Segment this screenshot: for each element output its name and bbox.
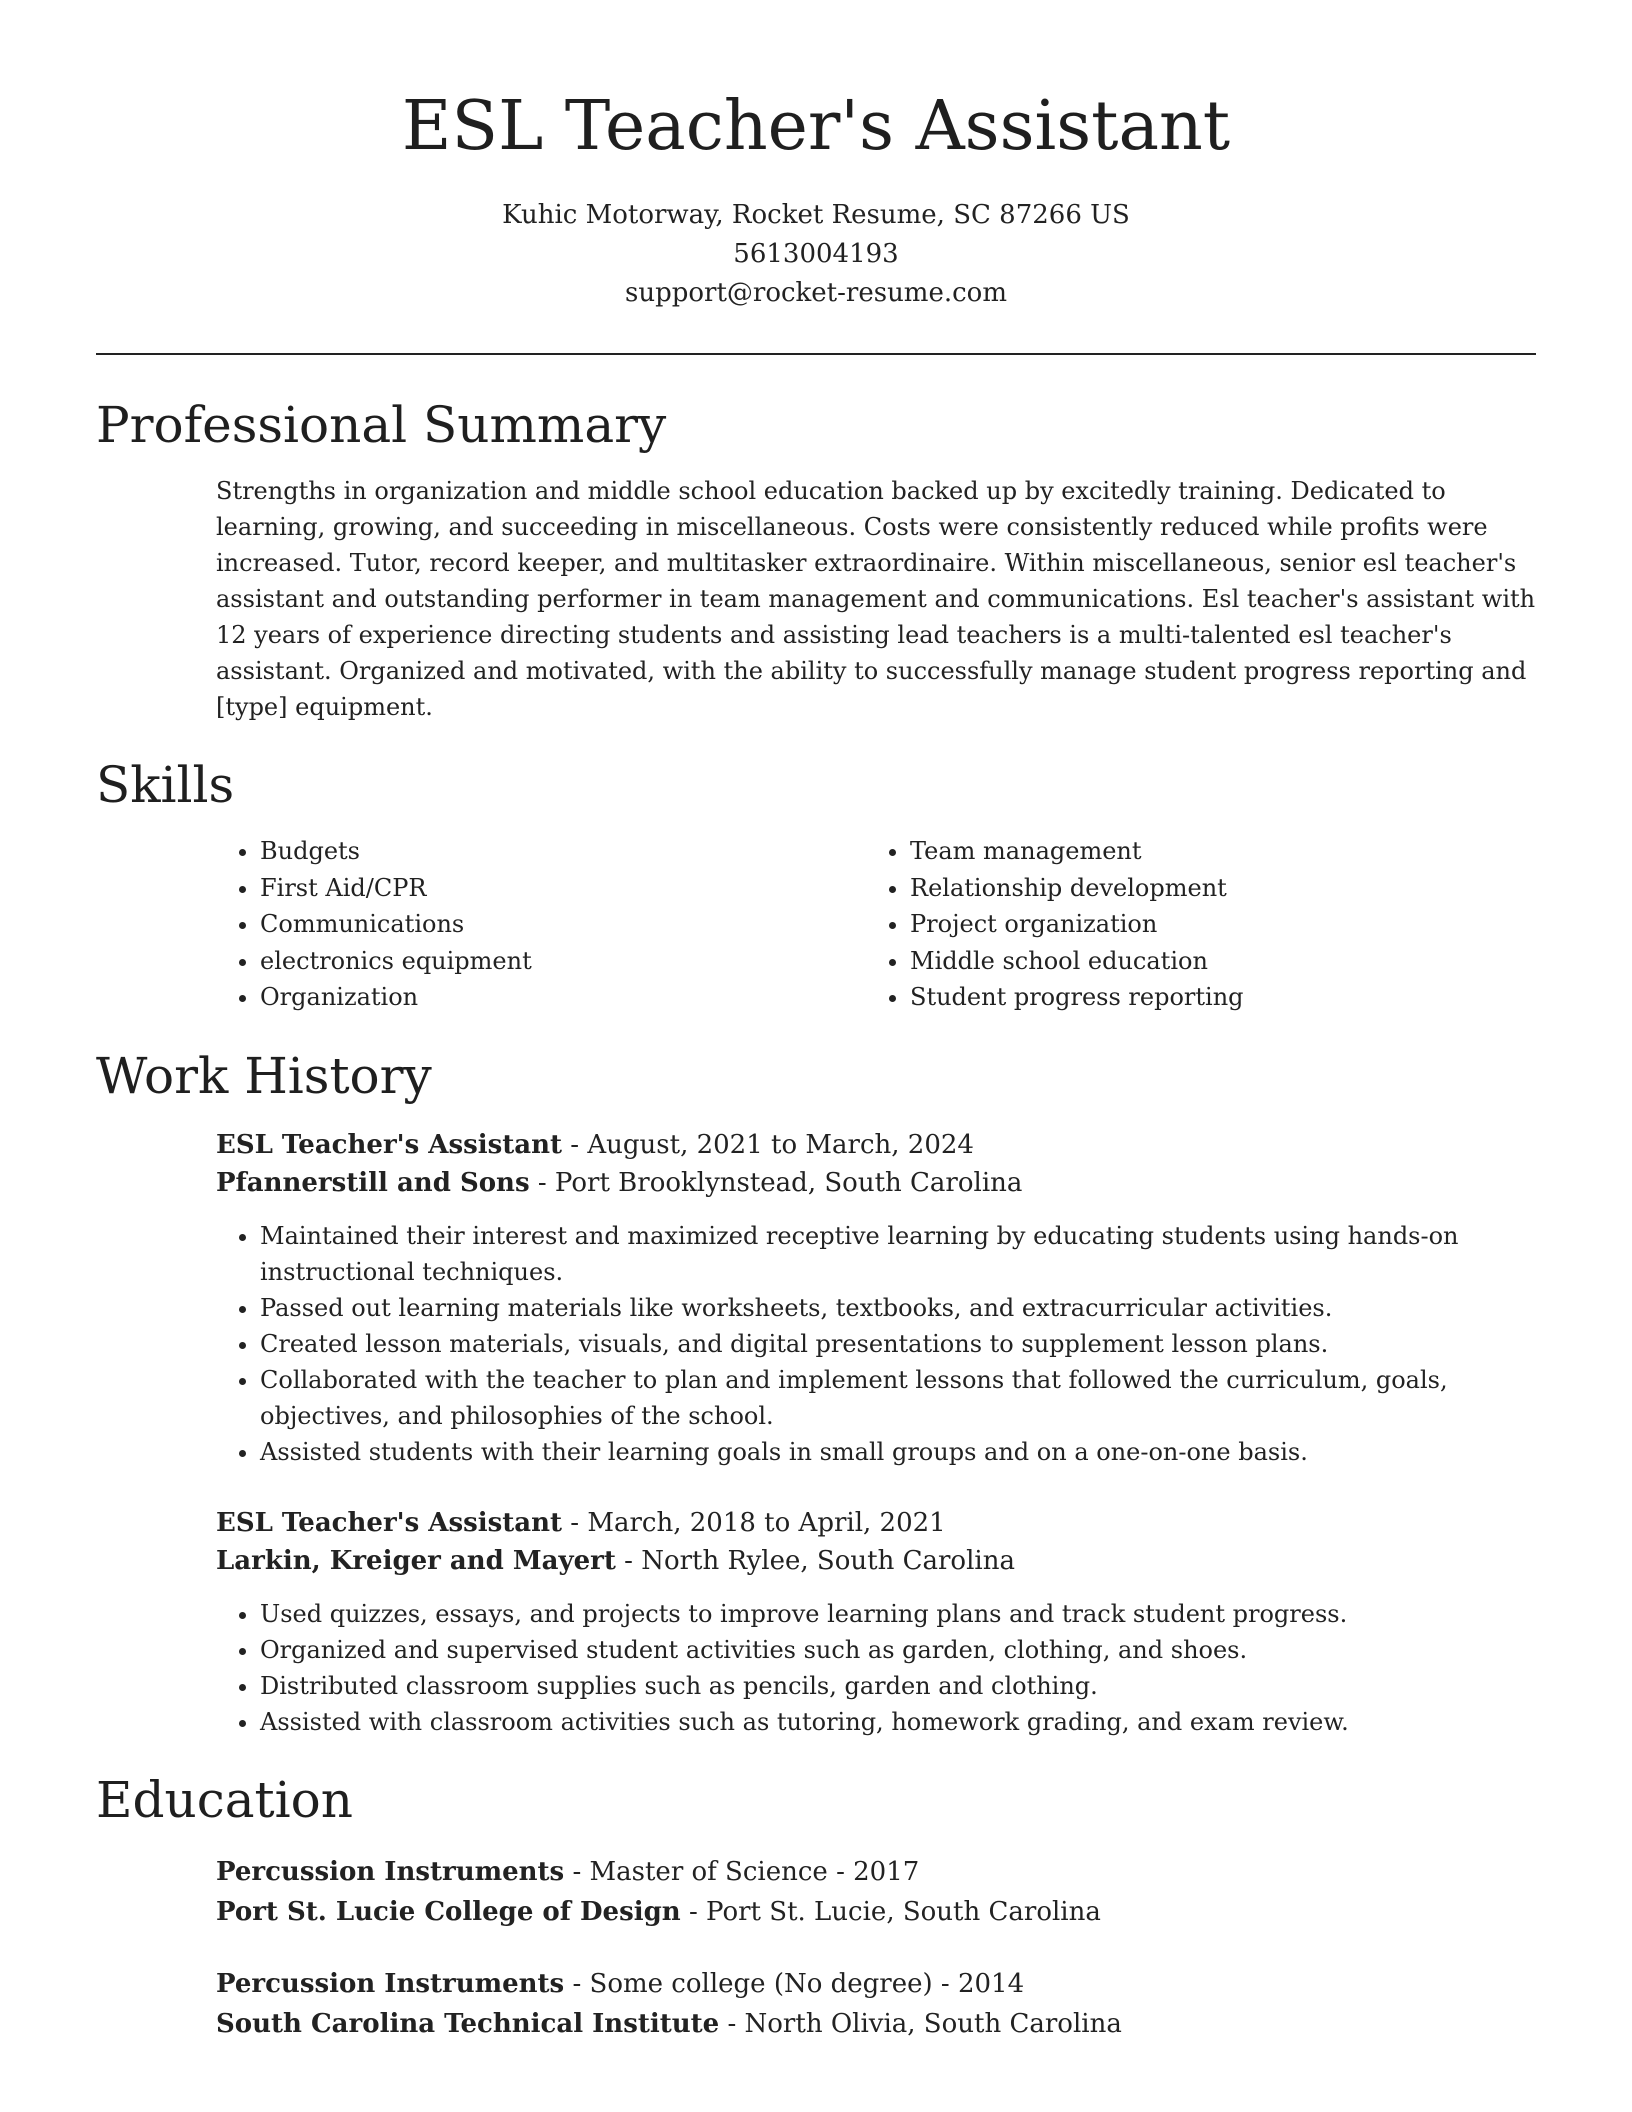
skill-item: • Relationship development	[910, 870, 1516, 907]
skills-list	[216, 833, 1536, 1016]
section-title-skills: Skills	[96, 756, 235, 814]
skills-column-right	[866, 833, 1516, 1016]
section-title-education: Education	[96, 1770, 353, 1829]
education-entry	[216, 1852, 1536, 1932]
job-title-line	[216, 1504, 1536, 1542]
education-field: Percussion Instruments	[216, 1856, 565, 1887]
job-title: ESL Teacher's Assistant	[216, 1129, 563, 1160]
skill-item: • First Aid/CPR	[260, 870, 866, 907]
education-detail: - Some college (No degree) - 2014	[564, 1968, 1025, 1999]
candidate-name: ESL Teacher's Assistant	[401, 87, 1231, 166]
job-bullet: • Assisted with classroom activities such as tutoring, homework grading, and exam review.	[260, 1704, 1536, 1740]
section-title-summary: Professional Summary	[96, 396, 667, 454]
education-field: Percussion Instruments	[216, 1968, 565, 1999]
contact-block	[96, 196, 1536, 313]
job-bullet: • Organized and supervised student activities such as garden, clothing, and shoes.	[260, 1632, 1536, 1668]
job-bullet: • Passed out learning materials like worksheets, textbooks, and extracurricular activities.	[260, 1290, 1536, 1326]
skill-item: • Project organization	[910, 906, 1516, 943]
summary-text: Strengths in organization and middle school education backed up by excitedly training. Dedicated to learning, growing, and succeeding in miscellaneous. Costs were consistently reduced while profits were increased. Tutor, record keeper, and multitasker extraordinaire. Within miscellaneous, senior esl teacher's assistant and outstanding performer in team management and communications. Esl teacher's assistant with 12 years of experience directing students and assisting lead teachers is a multi-talented esl teacher's assistant. Organized and motivated, with the ability to successfully manage student progress reporting and [type] equipment.	[216, 477, 1536, 721]
education-degree-line	[216, 1852, 1536, 1892]
skill-item: • electronics equipment	[260, 943, 866, 980]
job-location: - Port Brooklynstead, South Carolina	[529, 1167, 1023, 1198]
section-title-work-history: Work History	[96, 1046, 432, 1105]
education-school-line	[216, 1892, 1536, 1932]
job-location: - North Rylee, South Carolina	[615, 1545, 1015, 1576]
job-bullet: • Maintained their interest and maximized receptive learning by educating students using hands-on instructional techniques.	[260, 1218, 1536, 1290]
skill-item: • Budgets	[260, 833, 866, 870]
job-entry	[216, 1126, 1536, 1470]
education-entry	[216, 1964, 1536, 2044]
education-school: South Carolina Technical Institute	[216, 2008, 720, 2039]
job-title: ESL Teacher's Assistant	[216, 1507, 563, 1538]
skill-item: • Organization	[260, 979, 866, 1016]
job-bullet: • Assisted students with their learning goals in small groups and on a one-on-one basis.	[260, 1434, 1536, 1470]
education-school-line	[216, 2004, 1536, 2044]
education-degree-line	[216, 1964, 1536, 2004]
job-dates: - August, 2021 to March, 2024	[562, 1129, 974, 1160]
job-dates: - March, 2018 to April, 2021	[562, 1507, 946, 1538]
job-bullet: • Used quizzes, essays, and projects to improve learning plans and track student progress.	[260, 1596, 1536, 1632]
job-bullet: • Created lesson materials, visuals, and digital presentations to supplement lesson plans.	[260, 1326, 1536, 1362]
job-bullets	[216, 1218, 1536, 1470]
job-bullets	[216, 1596, 1536, 1740]
resume-header	[96, 0, 1536, 313]
job-company: Pfannerstill and Sons	[216, 1167, 530, 1198]
skill-item: • Team management	[910, 833, 1516, 870]
education-location: - North Olivia, South Carolina	[719, 2008, 1122, 2039]
contact-phone: 5613004193	[733, 239, 899, 269]
education-detail: - Master of Science - 2017	[564, 1856, 920, 1887]
skills-column-left	[216, 833, 866, 1016]
job-entry	[216, 1504, 1536, 1740]
contact-email: support@rocket-resume.com	[624, 278, 1007, 308]
skill-item: • Middle school education	[910, 943, 1516, 980]
job-bullet: • Distributed classroom supplies such as pencils, garden and clothing.	[260, 1668, 1536, 1704]
skill-item: • Student progress reporting	[910, 979, 1516, 1016]
skill-item: • Communications	[260, 906, 866, 943]
education-location: - Port St. Lucie, South Carolina	[680, 1896, 1101, 1927]
job-title-line	[216, 1126, 1536, 1164]
job-company-line	[216, 1542, 1536, 1580]
education-school: Port St. Lucie College of Design	[216, 1896, 681, 1927]
header-divider	[96, 353, 1536, 355]
job-company-line	[216, 1164, 1536, 1202]
job-company: Larkin, Kreiger and Mayert	[216, 1545, 616, 1576]
job-bullet: • Collaborated with the teacher to plan and implement lessons that followed the curriculum, goals, objectives, and philosophies of the school.	[260, 1362, 1536, 1434]
contact-address: Kuhic Motorway, Rocket Resume, SC 87266 US	[502, 200, 1130, 230]
